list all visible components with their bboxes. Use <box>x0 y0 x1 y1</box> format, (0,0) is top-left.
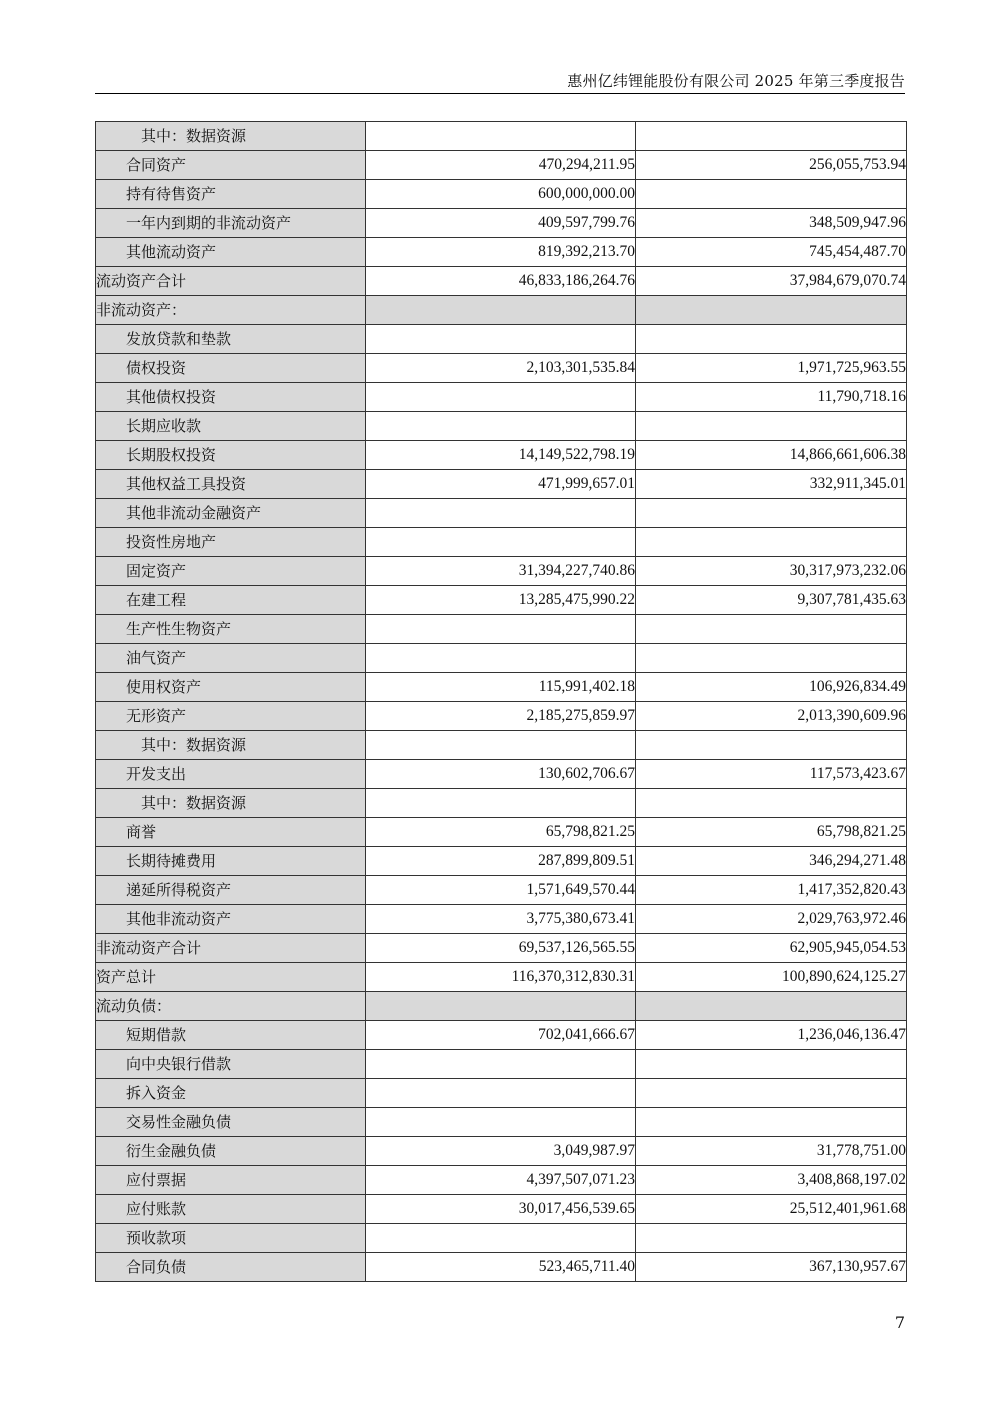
prior-year-end-value <box>636 412 907 441</box>
table-row <box>96 1195 907 1224</box>
prior-year-end-value: 11,790,718.16 <box>636 383 907 412</box>
row-label: 交易性金融负债 <box>96 1108 366 1137</box>
prior-year-end-value: 30,317,973,232.06 <box>636 557 907 586</box>
period-end-value <box>366 528 636 557</box>
row-label: 非流动资产： <box>96 296 366 325</box>
prior-year-end-value: 332,911,345.01 <box>636 470 907 499</box>
row-label: 油气资产 <box>96 644 366 673</box>
table-row <box>96 731 907 760</box>
row-label: 无形资产 <box>96 702 366 731</box>
total-row <box>96 963 907 992</box>
row-label: 投资性房地产 <box>96 528 366 557</box>
table-row <box>96 1137 907 1166</box>
period-end-value <box>366 992 636 1021</box>
period-end-value: 702,041,666.67 <box>366 1021 636 1050</box>
prior-year-end-value: 31,778,751.00 <box>636 1137 907 1166</box>
prior-year-end-value: 1,236,046,136.47 <box>636 1021 907 1050</box>
row-label: 固定资产 <box>96 557 366 586</box>
prior-year-end-value: 25,512,401,961.68 <box>636 1195 907 1224</box>
prior-year-end-value: 2,013,390,609.96 <box>636 702 907 731</box>
prior-year-end-value: 65,798,821.25 <box>636 818 907 847</box>
period-end-value: 2,103,301,535.84 <box>366 354 636 383</box>
table-row <box>96 180 907 209</box>
table-row <box>96 238 907 267</box>
table-row <box>96 1253 907 1282</box>
table-row <box>96 470 907 499</box>
row-label: 向中央银行借款 <box>96 1050 366 1079</box>
period-end-value: 14,149,522,798.19 <box>366 441 636 470</box>
table-row <box>96 499 907 528</box>
prior-year-end-value <box>636 731 907 760</box>
table-row <box>96 905 907 934</box>
period-end-value: 470,294,211.95 <box>366 151 636 180</box>
total-row <box>96 934 907 963</box>
period-end-value <box>366 499 636 528</box>
row-label: 其中：数据资源 <box>96 731 366 760</box>
period-end-value <box>366 296 636 325</box>
period-end-value <box>366 412 636 441</box>
row-label: 流动负债： <box>96 992 366 1021</box>
section-header-row <box>96 992 907 1021</box>
table-row <box>96 760 907 789</box>
table-row <box>96 412 907 441</box>
row-label: 债权投资 <box>96 354 366 383</box>
row-label: 持有待售资产 <box>96 180 366 209</box>
prior-year-end-value: 745,454,487.70 <box>636 238 907 267</box>
table-row <box>96 441 907 470</box>
table-row <box>96 1108 907 1137</box>
row-label: 其中：数据资源 <box>96 789 366 818</box>
row-label: 开发支出 <box>96 760 366 789</box>
period-end-value: 4,397,507,071.23 <box>366 1166 636 1195</box>
period-end-value: 69,537,126,565.55 <box>366 934 636 963</box>
prior-year-end-value: 3,408,868,197.02 <box>636 1166 907 1195</box>
prior-year-end-value <box>636 122 907 151</box>
table-row <box>96 1021 907 1050</box>
row-label: 长期待摊费用 <box>96 847 366 876</box>
row-label: 资产总计 <box>96 963 366 992</box>
period-end-value: 409,597,799.76 <box>366 209 636 238</box>
prior-year-end-value: 256,055,753.94 <box>636 151 907 180</box>
table-row <box>96 702 907 731</box>
row-label: 一年内到期的非流动资产 <box>96 209 366 238</box>
report-header-title: 惠州亿纬锂能股份有限公司 2025 年第三季度报告 <box>567 72 905 90</box>
prior-year-end-value <box>636 615 907 644</box>
period-end-value <box>366 789 636 818</box>
period-end-value: 523,465,711.40 <box>366 1253 636 1282</box>
prior-year-end-value <box>636 992 907 1021</box>
period-end-value: 287,899,809.51 <box>366 847 636 876</box>
period-end-value <box>366 1050 636 1079</box>
row-label: 其他债权投资 <box>96 383 366 412</box>
period-end-value: 31,394,227,740.86 <box>366 557 636 586</box>
row-label: 商誉 <box>96 818 366 847</box>
prior-year-end-value <box>636 1079 907 1108</box>
period-end-value: 600,000,000.00 <box>366 180 636 209</box>
period-end-value <box>366 383 636 412</box>
period-end-value <box>366 1108 636 1137</box>
table-row <box>96 876 907 905</box>
period-end-value: 471,999,657.01 <box>366 470 636 499</box>
table-row <box>96 1050 907 1079</box>
prior-year-end-value: 367,130,957.67 <box>636 1253 907 1282</box>
period-end-value: 819,392,213.70 <box>366 238 636 267</box>
period-end-value <box>366 325 636 354</box>
prior-year-end-value <box>636 499 907 528</box>
table-row <box>96 1166 907 1195</box>
table-row <box>96 847 907 876</box>
page-number: 7 <box>894 1313 905 1332</box>
table-row <box>96 209 907 238</box>
prior-year-end-value: 9,307,781,435.63 <box>636 586 907 615</box>
table-row <box>96 1079 907 1108</box>
row-label: 合同资产 <box>96 151 366 180</box>
row-label: 应付票据 <box>96 1166 366 1195</box>
table-row <box>96 644 907 673</box>
period-end-value: 116,370,312,830.31 <box>366 963 636 992</box>
row-label: 非流动资产合计 <box>96 934 366 963</box>
table-row <box>96 557 907 586</box>
period-end-value: 13,285,475,990.22 <box>366 586 636 615</box>
row-label: 生产性生物资产 <box>96 615 366 644</box>
period-end-value: 115,991,402.18 <box>366 673 636 702</box>
prior-year-end-value <box>636 296 907 325</box>
row-label: 流动资产合计 <box>96 267 366 296</box>
row-label: 递延所得税资产 <box>96 876 366 905</box>
period-end-value: 30,017,456,539.65 <box>366 1195 636 1224</box>
section-header-row <box>96 296 907 325</box>
period-end-value: 3,049,987.97 <box>366 1137 636 1166</box>
row-label: 应付账款 <box>96 1195 366 1224</box>
prior-year-end-value <box>636 644 907 673</box>
table-row <box>96 122 907 151</box>
period-end-value <box>366 1079 636 1108</box>
row-label: 其他权益工具投资 <box>96 470 366 499</box>
prior-year-end-value: 1,417,352,820.43 <box>636 876 907 905</box>
period-end-value: 130,602,706.67 <box>366 760 636 789</box>
header-divider <box>95 93 905 94</box>
period-end-value <box>366 1224 636 1253</box>
prior-year-end-value <box>636 1108 907 1137</box>
table-row <box>96 383 907 412</box>
prior-year-end-value <box>636 789 907 818</box>
table-row <box>96 151 907 180</box>
row-label: 其他非流动金融资产 <box>96 499 366 528</box>
row-label: 发放贷款和垫款 <box>96 325 366 354</box>
prior-year-end-value: 14,866,661,606.38 <box>636 441 907 470</box>
prior-year-end-value: 117,573,423.67 <box>636 760 907 789</box>
prior-year-end-value: 37,984,679,070.74 <box>636 267 907 296</box>
prior-year-end-value: 2,029,763,972.46 <box>636 905 907 934</box>
table-row <box>96 673 907 702</box>
prior-year-end-value <box>636 1050 907 1079</box>
prior-year-end-value: 106,926,834.49 <box>636 673 907 702</box>
period-end-value <box>366 122 636 151</box>
balance-sheet-body <box>96 122 907 1282</box>
period-end-value <box>366 644 636 673</box>
period-end-value: 3,775,380,673.41 <box>366 905 636 934</box>
row-label: 衍生金融负债 <box>96 1137 366 1166</box>
row-label: 预收款项 <box>96 1224 366 1253</box>
row-label: 合同负债 <box>96 1253 366 1282</box>
prior-year-end-value <box>636 325 907 354</box>
table-row <box>96 615 907 644</box>
prior-year-end-value: 346,294,271.48 <box>636 847 907 876</box>
row-label: 使用权资产 <box>96 673 366 702</box>
period-end-value: 46,833,186,264.76 <box>366 267 636 296</box>
prior-year-end-value: 348,509,947.96 <box>636 209 907 238</box>
prior-year-end-value <box>636 528 907 557</box>
total-row <box>96 267 907 296</box>
row-label: 长期应收款 <box>96 412 366 441</box>
table-row <box>96 789 907 818</box>
table-row <box>96 586 907 615</box>
prior-year-end-value <box>636 180 907 209</box>
period-end-value: 2,185,275,859.97 <box>366 702 636 731</box>
period-end-value <box>366 615 636 644</box>
row-label: 短期借款 <box>96 1021 366 1050</box>
row-label: 在建工程 <box>96 586 366 615</box>
row-label: 拆入资金 <box>96 1079 366 1108</box>
row-label: 其中：数据资源 <box>96 122 366 151</box>
table-row <box>96 325 907 354</box>
prior-year-end-value <box>636 1224 907 1253</box>
row-label: 其他流动资产 <box>96 238 366 267</box>
row-label: 其他非流动资产 <box>96 905 366 934</box>
table-row <box>96 1224 907 1253</box>
period-end-value <box>366 731 636 760</box>
prior-year-end-value: 62,905,945,054.53 <box>636 934 907 963</box>
table-row <box>96 528 907 557</box>
table-row <box>96 354 907 383</box>
table-row <box>96 818 907 847</box>
balance-sheet-table <box>95 121 907 1282</box>
prior-year-end-value: 100,890,624,125.27 <box>636 963 907 992</box>
period-end-value: 1,571,649,570.44 <box>366 876 636 905</box>
row-label: 长期股权投资 <box>96 441 366 470</box>
period-end-value: 65,798,821.25 <box>366 818 636 847</box>
prior-year-end-value: 1,971,725,963.55 <box>636 354 907 383</box>
